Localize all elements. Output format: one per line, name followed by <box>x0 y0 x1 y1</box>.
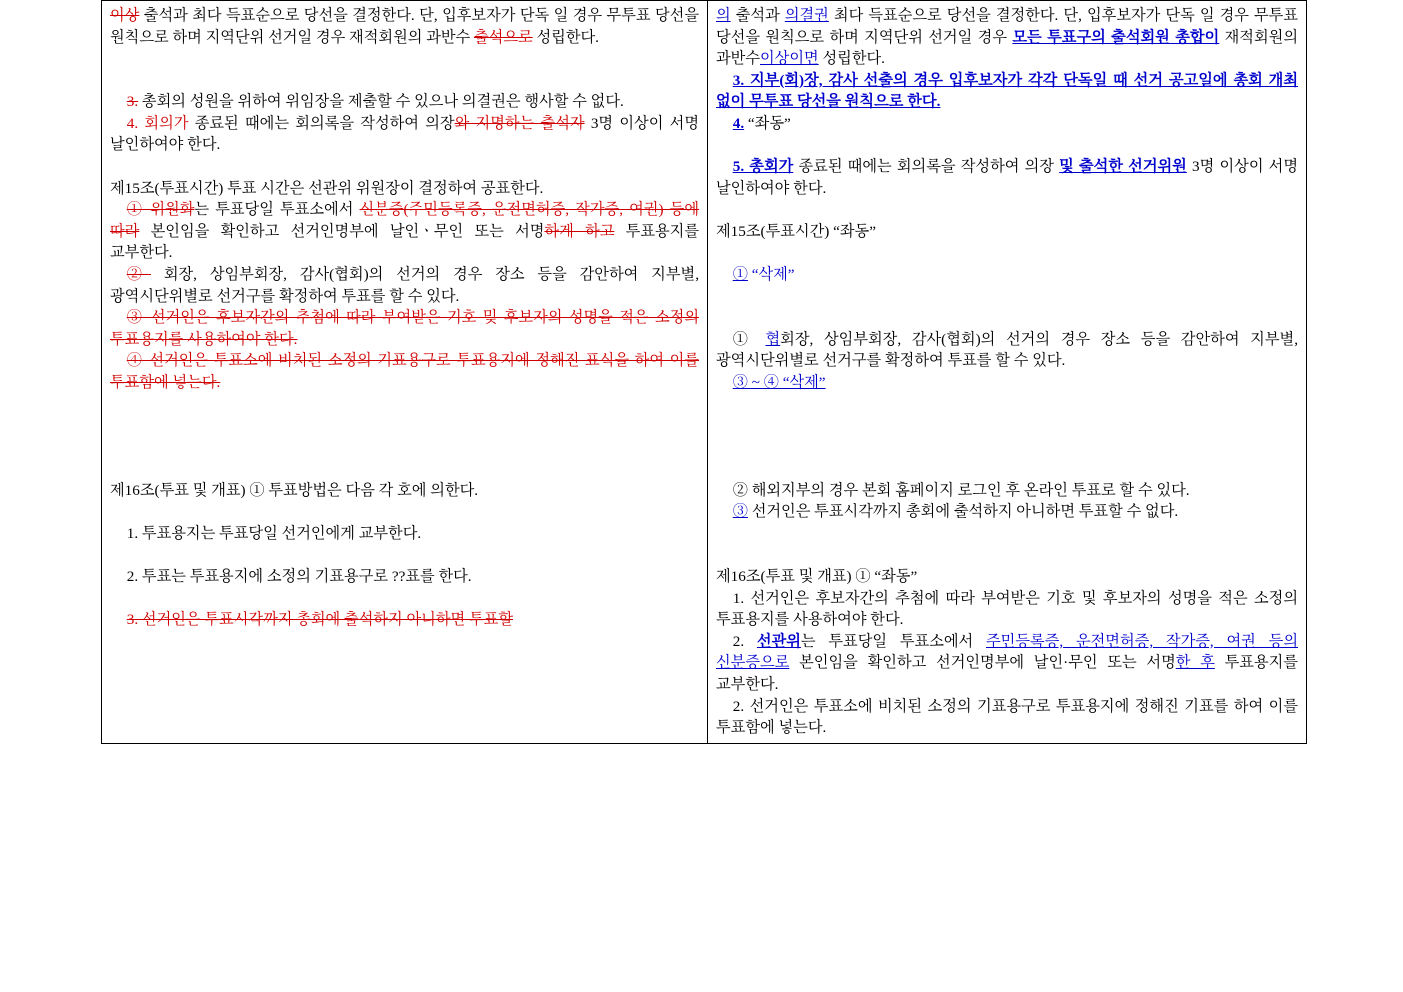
paragraph <box>110 566 699 588</box>
text-run: ① 위원화 <box>126 201 195 219</box>
paragraph <box>110 91 699 113</box>
text-run: 협 <box>765 330 781 348</box>
text-run: ① <box>732 265 748 283</box>
text-run: ③ ~ ④ “삭제” <box>732 373 826 391</box>
blank-line <box>716 199 1298 221</box>
paragraph <box>716 113 1298 135</box>
text-run: 3. <box>126 93 139 111</box>
paragraph <box>716 264 1298 286</box>
text-run: “삭제” <box>747 265 795 283</box>
text-run: 성립한다. <box>532 28 599 46</box>
paragraph <box>716 156 1298 199</box>
text-run: 최다 득표순으로 당선을 결정한다. 단, 입후보자가 단독 일 경우 무투표 당선을 원칙으로 하며 지역단위 선거일 경우 <box>716 7 1298 46</box>
text-run: 투표용지를 교부한다. <box>716 654 1298 693</box>
paragraph <box>716 588 1298 631</box>
blank-line <box>110 458 699 480</box>
blank-line <box>716 458 1298 480</box>
blank-line <box>110 588 699 610</box>
paragraph <box>110 307 699 350</box>
text-run: ③ 선거인은 후보자간의 추첨에 따라 부여받은 기호 및 후보자의 성명을 적은 소정의 투표용지를 사용하여야 한다. <box>110 309 699 348</box>
paragraph <box>716 480 1298 502</box>
text-run: 회장, 상임부회장, 감사(협회)의 선거의 경우 장소 등을 감안하여 지부별, 광역시단위별로 선거구를 확정하여 투표를 할 수 있다. <box>110 265 699 305</box>
paragraph <box>110 609 699 631</box>
text-run: 제15조(투표시간) 투표 시간은 선관위 위원장이 결정하여 공표한다. <box>110 179 544 197</box>
text-run: 이상 <box>110 7 140 24</box>
blank-line <box>110 415 699 437</box>
text-run: 2. 투표는 투표용지에 소정의 기표용구로 ??표를 한다. <box>126 568 472 586</box>
paragraph <box>716 372 1298 394</box>
text-run: 투표용지를 교부한다. <box>110 222 700 262</box>
text-run: ① <box>732 330 766 348</box>
current-provisions-cell <box>102 1 708 744</box>
text-run: 종료된 때에는 회의록을 작성하여 의장 <box>188 114 455 132</box>
paragraph <box>716 696 1298 739</box>
paragraph <box>110 264 699 307</box>
text-run: 3명 이상이 서명 날인하여야 한다. <box>110 114 700 154</box>
blank-line <box>110 393 699 415</box>
blank-line <box>716 523 1298 545</box>
paragraph <box>110 480 699 502</box>
text-run: 총회의 성원을 위하여 위임장을 제출할 수 있으나 의결권은 행사할 수 없다. <box>138 93 624 111</box>
text-run: 3. 지부(회)장, 감사 선출의 경우 입후보자가 각각 단독일 때 선거 공고일에 총회 개최 없이 무투표 당선을 원칙으로 한다. <box>716 71 1298 111</box>
text-run: 제15조(투표시간) “좌동” <box>716 222 876 240</box>
blank-line <box>716 307 1298 329</box>
text-run: ② 해외지부의 경우 본회 홈페이지 로그인 후 온라인 투표로 할 수 있다. <box>732 481 1190 499</box>
text-run: 이상이면 <box>760 50 819 68</box>
revised-provisions-cell <box>708 1 1307 744</box>
amendment-comparison-table <box>101 0 1307 744</box>
text-run: 3명 이상이 서명 날인하여야 한다. <box>716 158 1299 197</box>
table-row <box>102 1 1307 744</box>
revised-provisions-text <box>716 5 1298 739</box>
text-run: 종료된 때에는 회의록을 작성하여 의장 <box>793 158 1060 176</box>
text-run: 의 <box>716 7 731 24</box>
paragraph <box>716 5 1298 70</box>
paragraph <box>110 199 699 264</box>
paragraph <box>716 631 1298 696</box>
blank-line <box>110 501 699 523</box>
blank-line <box>110 156 699 178</box>
text-run: 는 투표당일 투표소에서 <box>194 201 360 219</box>
text-run: 선관위 <box>756 632 801 650</box>
current-provisions-text <box>110 5 699 631</box>
blank-line <box>716 242 1298 264</box>
text-run: 신분증(주민등록증, 운전면허증, 작가증, 여권) 등에 따라 <box>110 201 700 240</box>
text-run: 1. 투표용지는 투표당일 선거인에게 교부한다. <box>126 524 422 542</box>
paragraph <box>110 523 699 545</box>
paragraph <box>110 5 699 48</box>
text-run: 재적회원의 과반수 <box>716 28 1298 68</box>
blank-line <box>716 393 1298 415</box>
text-run: 출석으로 <box>474 28 533 46</box>
blank-line <box>716 544 1298 566</box>
blank-line <box>716 286 1298 308</box>
text-run: 제16조(투표 및 개표) ① 투표방법은 다음 각 호에 의한다. <box>110 481 479 499</box>
text-run: ③ <box>732 503 748 521</box>
blank-line <box>110 437 699 459</box>
text-run: 하게 하고 <box>544 222 615 240</box>
text-run: 회장, 상임부회장, 감사(협회)의 선거의 경우 장소 등을 감안하여 지부별, 광역시단위별로 선거구를 확정하여 투표를 할 수 있다. <box>716 330 1298 370</box>
paragraph <box>110 178 699 200</box>
text-run: 성립한다. <box>818 50 885 68</box>
blank-line <box>110 48 699 70</box>
text-run: 4. <box>732 114 745 132</box>
text-run: 3. 선거인은 투표시각까지 총회에 출석하지 아니하면 투표할 <box>126 611 513 629</box>
text-run: 본인임을 확인하고 선거인명부에 날인ㆍ무인 또는 서명 <box>139 222 545 240</box>
text-run: 5. 총회가 <box>732 158 794 176</box>
paragraph <box>716 329 1298 372</box>
text-run: 2. 선거인은 투표소에 비치된 소정의 기표용구로 투표용지에 정해진 기표를 하여 이를 투표함에 넣는다. <box>716 697 1298 737</box>
text-run: ④ 선거인은 투표소에 비치된 소정의 기표용구로 투표용지에 정해진 표식을 하여 이를 투표함에 넣는다. <box>110 352 699 391</box>
blank-line <box>716 437 1298 459</box>
blank-line <box>110 70 699 92</box>
text-run: 한 후 <box>1175 654 1215 672</box>
paragraph <box>716 501 1298 523</box>
text-run: 및 출석한 선거위원 <box>1059 158 1187 176</box>
blank-line <box>716 134 1298 156</box>
paragraph <box>110 113 699 156</box>
text-run: 본인임을 확인하고 선거인명부에 날인·무인 또는 서명 <box>789 654 1176 672</box>
text-run: 주민등록증, 운전면허증, 작가증, 여권 등의 신분증으로 <box>716 632 1298 672</box>
text-run: 1. 선거인은 후보자간의 추첨에 따라 부여받은 기호 및 후보자의 성명을 적은 소정의 투표용지를 사용하여야 한다. <box>716 589 1298 629</box>
text-run: 2. <box>732 632 757 650</box>
text-run: 출석과 <box>730 7 785 24</box>
text-run: 4. 회의가 <box>126 114 189 132</box>
text-run: 선거인은 투표시각까지 총회에 출석하지 아니하면 투표할 수 없다. <box>747 503 1179 521</box>
text-run: 출석과 최다 득표순으로 당선을 결정한다. 단, 입후보자가 단독 일 경우 무투표 당선을 원칙으로 하며 지역단위 선거일 경우 재적회원의 과반수 <box>110 7 699 46</box>
paragraph <box>716 566 1298 588</box>
paragraph <box>716 221 1298 243</box>
text-run: 는 투표당일 투표소에서 <box>800 632 987 650</box>
blank-line <box>716 415 1298 437</box>
paragraph <box>716 70 1298 113</box>
text-run: “좌동” <box>744 114 791 132</box>
paragraph <box>110 350 699 393</box>
blank-line <box>110 544 699 566</box>
text-run: 모든 투표구의 출석회원 총합이 <box>1012 28 1220 46</box>
text-run: 제16조(투표 및 개표) ① “좌동” <box>716 568 918 586</box>
text-run: 와 지명하는 출석자 <box>454 114 585 132</box>
text-run: ② <box>126 265 151 283</box>
text-run: 의결권 <box>784 7 829 24</box>
